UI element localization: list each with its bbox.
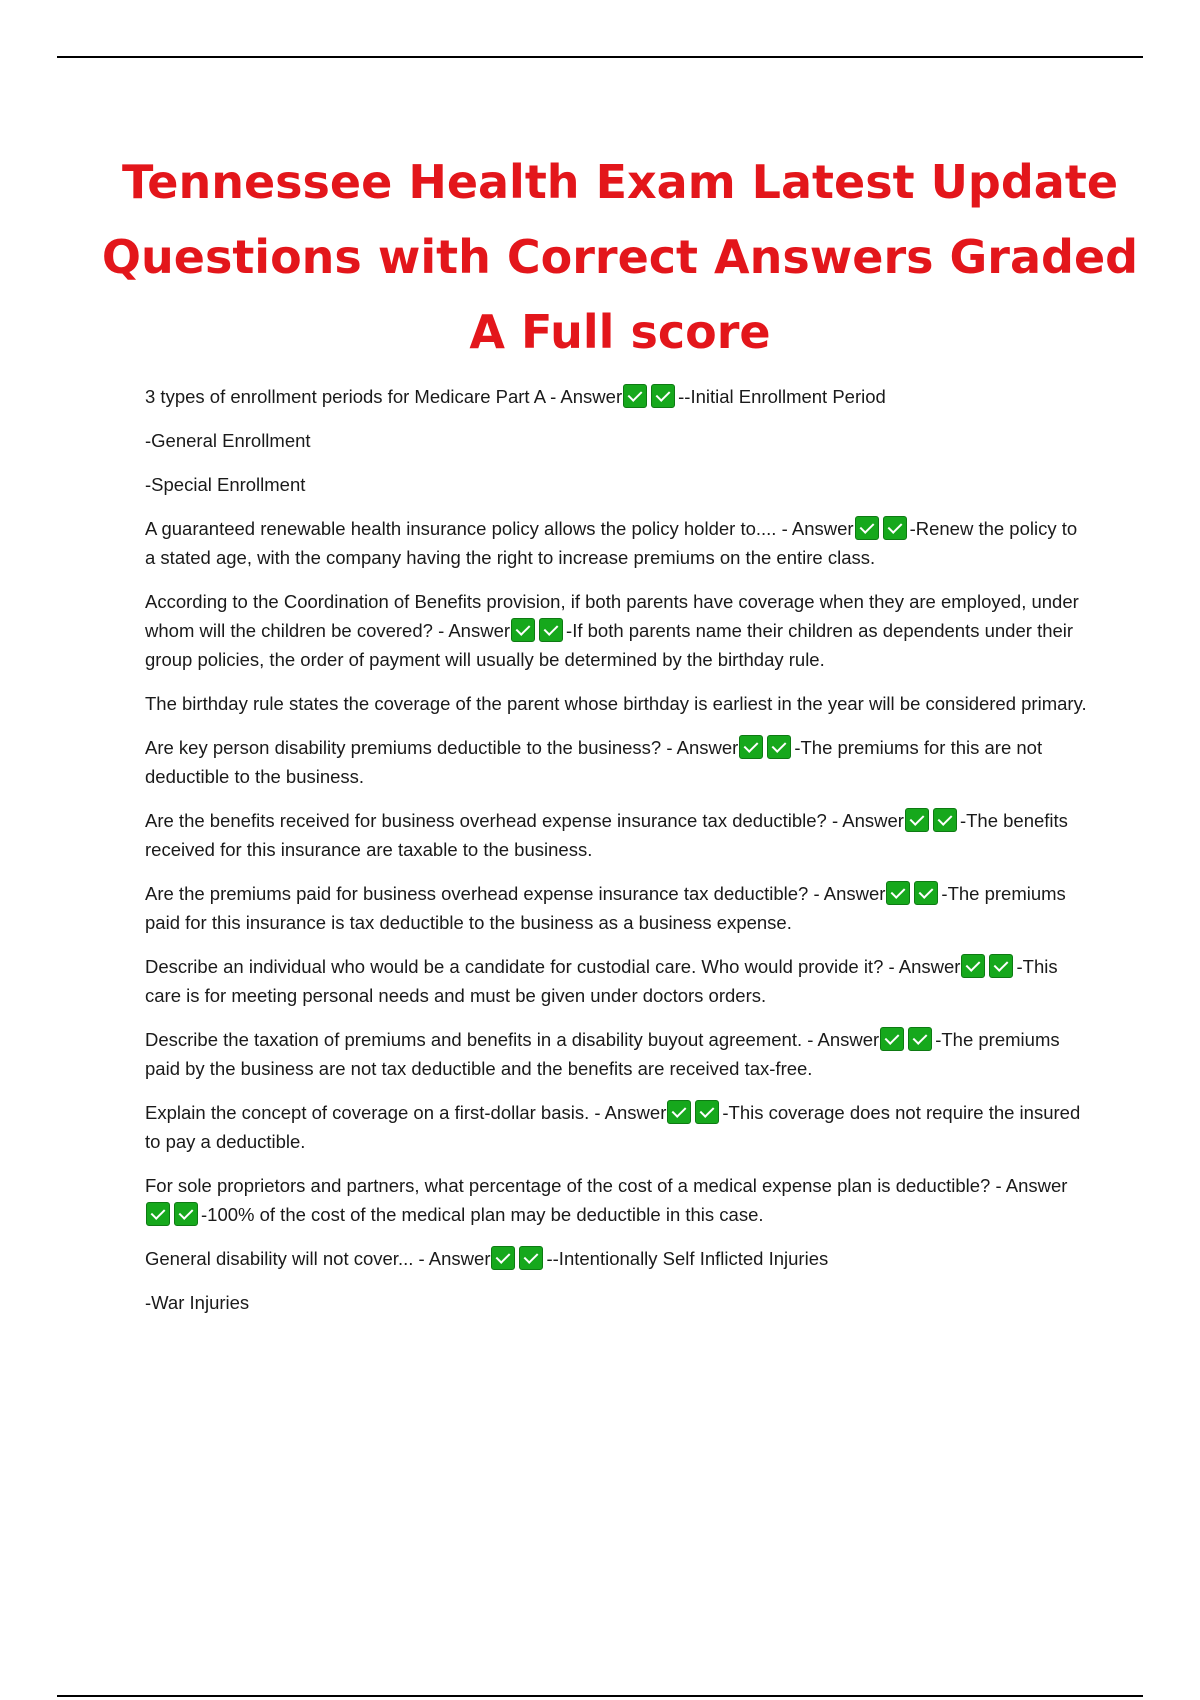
check-icon <box>651 384 675 408</box>
answer-text: --Intentionally Self Inflicted Injuries <box>546 1248 829 1269</box>
check-icon <box>886 881 910 905</box>
check-icon <box>739 735 763 759</box>
paragraph: The birthday rule states the coverage of the parent whose birthday is earliest in the year will be considered primary. <box>145 693 1087 714</box>
qa-item <box>145 1025 1090 1083</box>
check-icon <box>880 1027 904 1051</box>
answer-text: -The premiums for this are not deductible to the business. <box>145 737 1043 787</box>
top-rule <box>57 56 1143 58</box>
check-icon <box>855 516 879 540</box>
question-text: Explain the concept of coverage on a first-dollar basis. - Answer <box>145 1102 667 1123</box>
check-icon <box>519 1246 543 1270</box>
page-title: Tennessee Health Exam Latest Update Questions with Correct Answers Graded A Full score <box>101 155 1139 359</box>
answer-text: -Renew the policy to a stated age, with the company having the right to increase premiums on the entire class. <box>145 518 1078 568</box>
qa-list <box>145 382 1090 1332</box>
qa-item <box>145 1171 1090 1229</box>
question-text: 3 types of enrollment periods for Medicare Part A - Answer <box>145 386 623 407</box>
check-icon <box>883 516 907 540</box>
check-icon <box>539 618 563 642</box>
answer-text: -This care is for meeting personal needs and must be given under doctors orders. <box>145 956 1058 1006</box>
qa-item <box>145 952 1090 1010</box>
answer-text: --Initial Enrollment Period <box>678 386 886 407</box>
list-item: -General Enrollment <box>145 430 311 451</box>
question-text: Describe the taxation of premiums and benefits in a disability buyout agreement. - Answer <box>145 1029 880 1050</box>
check-icon <box>491 1246 515 1270</box>
qa-item <box>145 733 1090 791</box>
check-icon <box>146 1202 170 1226</box>
qa-item <box>145 587 1090 674</box>
check-icon <box>933 808 957 832</box>
question-text: Describe an individual who would be a candidate for custodial care. Who would provide it? - Answer <box>145 956 961 977</box>
check-icon <box>511 618 535 642</box>
answer-text: -The premiums paid by the business are not tax deductible and the benefits are received tax-free. <box>145 1029 1060 1079</box>
qa-item <box>145 806 1090 864</box>
answer-text: -If both parents name their children as dependents under their group policies, the order of payment will usually be determined by the birthday rule. <box>145 620 1074 670</box>
question-text: General disability will not cover... - Answer <box>145 1248 491 1269</box>
check-icon <box>905 808 929 832</box>
question-text: Are the premiums paid for business overhead expense insurance tax deductible? - Answer <box>145 883 886 904</box>
check-icon <box>667 1100 691 1124</box>
check-icon <box>695 1100 719 1124</box>
list-item: -War Injuries <box>145 1292 250 1313</box>
qa-item <box>145 382 1090 411</box>
answer-text: -100% of the cost of the medical plan may be deductible in this case. <box>201 1204 764 1225</box>
list-item: -Special Enrollment <box>145 474 306 495</box>
bottom-rule <box>57 1695 1143 1697</box>
check-icon <box>908 1027 932 1051</box>
check-icon <box>623 384 647 408</box>
check-icon <box>914 881 938 905</box>
check-icon <box>961 954 985 978</box>
answer-text: -This coverage does not require the insured to pay a deductible. <box>145 1102 1081 1152</box>
check-icon <box>989 954 1013 978</box>
question-text: Are the benefits received for business overhead expense insurance tax deductible? - Answer <box>145 810 904 831</box>
question-text: According to the Coordination of Benefits provision, if both parents have coverage when they are employed, under whom will the children be covered? - Answer <box>145 591 1079 641</box>
qa-item <box>145 879 1090 937</box>
qa-item <box>145 1098 1090 1156</box>
answer-text: -The benefits received for this insurance are taxable to the business. <box>145 810 1068 860</box>
question-text: Are key person disability premiums deductible to the business? - Answer <box>145 737 739 758</box>
check-icon <box>767 735 791 759</box>
answer-text: -The premiums paid for this insurance is tax deductible to the business as a business expense. <box>145 883 1066 933</box>
question-text: A guaranteed renewable health insurance policy allows the policy holder to.... - Answer <box>145 518 854 539</box>
qa-item <box>145 1244 1090 1273</box>
question-text: For sole proprietors and partners, what percentage of the cost of a medical expense plan is deductible? - Answer <box>145 1175 1068 1196</box>
qa-item <box>145 514 1090 572</box>
check-icon <box>174 1202 198 1226</box>
